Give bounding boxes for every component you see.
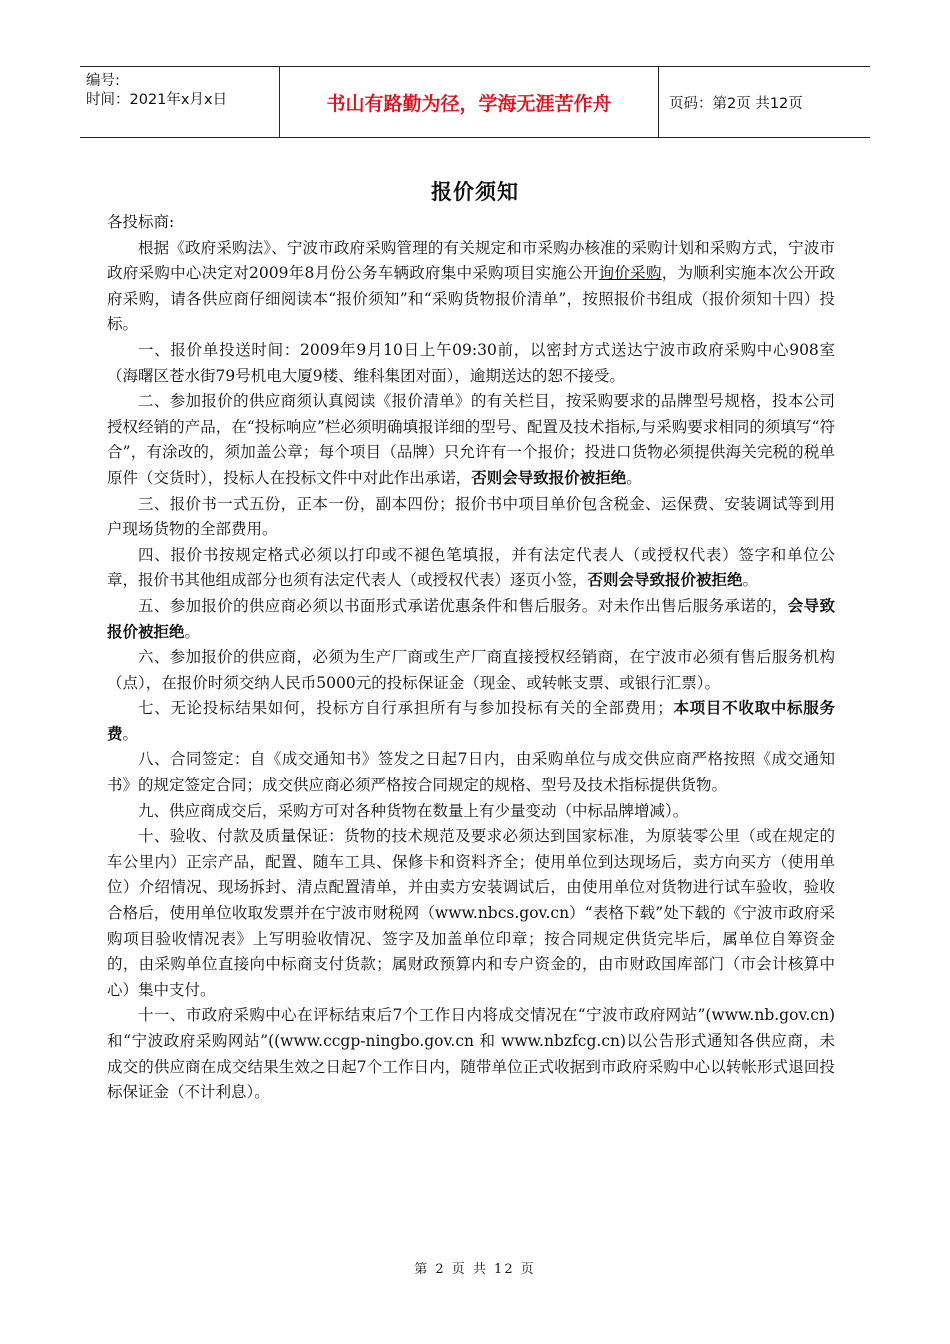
item-4 bbox=[107, 543, 835, 594]
intro-text: 根据《政府采购法》、宁波市政府采购管理的有关规定和市采购办核准的采购计划和采购方式，宁波市政府采购中心决定对2009年8月份公务车辆政府集中采购项目实施公开 bbox=[107, 238, 835, 283]
item-5-end: 。 bbox=[184, 622, 201, 641]
document-body bbox=[107, 210, 835, 1106]
header-table bbox=[80, 66, 870, 138]
time-label: 时间：2021年x月x日 bbox=[86, 92, 228, 108]
item-2 bbox=[107, 389, 835, 491]
item-2-bold: 否则会导致报价被拒绝 bbox=[471, 468, 627, 487]
intro-underlined-term: 询价采购 bbox=[598, 264, 662, 283]
item-7-text: 七、无论投标结果如何，投标方自行承担所有与参加投标有关的全部费用； bbox=[138, 699, 673, 718]
item-7-bold: 本项目不收取中标服务费 bbox=[107, 699, 835, 743]
header-page-label: 页码：第2页 共12页 bbox=[669, 95, 803, 112]
item-5-text: 五、参加报价的供应商必须以书面形式承诺优惠条件和售后服务。对未作出售后服务承诺的， bbox=[138, 596, 788, 615]
page-footer: 第 2 页 共 12 页 bbox=[414, 1262, 536, 1277]
salutation: 各投标商: bbox=[107, 213, 175, 231]
item-4-end: 。 bbox=[742, 571, 759, 590]
intro-paragraph bbox=[107, 236, 835, 338]
item-3: 三、报价书一式五份，正本一份，副本四份；报价书中项目单价包含税金、运保费、安装调试等到用户现场货物的全部费用。 bbox=[107, 494, 835, 539]
item-7 bbox=[107, 696, 835, 747]
item-9: 九、供应商成交后，采购方可对各种货物在数量上有少量变动（中标品牌增减）。 bbox=[138, 801, 689, 820]
item-5 bbox=[107, 594, 835, 645]
item-2-text: 二、参加报价的供应商须认真阅读《报价清单》的有关栏目，按采购要求的品牌型号规格，投本公司授权经销的产品，在“投标响应”栏必须明确填报详细的型号、配置及技术指标,与采购要求相同的须填写“符合”，有涂改的，须加盖公章；每个项目（品牌）只允许有一个报价；投进口货物必须提供海关完税的税单原件（交货时），投标人在投标文件中对此作出承诺， bbox=[107, 392, 835, 487]
item-1: 一、报价单投送时间：2009年9月10日上午09:30前，以密封方式送达宁波市政府采购中心908室（海曙区苍水街79号机电大厦9楼、维科集团对面），逾期送达的恕不接受。 bbox=[107, 340, 835, 385]
header-motto: 书山有路勤为径，学海无涯苦作舟 bbox=[280, 67, 659, 137]
header-meta-cell bbox=[80, 67, 280, 137]
item-4-bold: 否则会导致报价被拒绝 bbox=[587, 571, 743, 590]
item-5-bold: 会导致报价被拒绝 bbox=[107, 596, 835, 641]
item-10: 十、验收、付款及质量保证：货物的技术规范及要求必须达到国家标准，为原装零公里（或在规定的车公里内）正宗产品，配置、随车工具、保修卡和资料齐全；使用单位到达现场后，卖方向买方（使用单位）介绍情况、现场拆封、清点配置清单，并由卖方安装调试后，由使用单位对货物进行试车验收，验收合格后，使用单位收取发票并在宁波市财税网（www.nbcs.gov.cn）“表格下载”处下载的《宁波市政府采购项目验收情况表》上写明验收情况、签字及加盖单位印章；按合同规定供货完毕后，属单位自筹资金的，由采购单位直接向中标商支付货款；属财政预算内和专户资金的，由市财政国库部门（市会计核算中心）集中支付。 bbox=[107, 827, 835, 999]
item-11: 十一、市政府采购中心在评标结束后7个工作日内将成交情况在“宁波市政府网站”(www.nb.gov.cn)和“宁波政府采购网站”((www.ccgp-ningbo.gov.cn 和 www.nbzfcg.cn)以公告形式通知各供应商，未成交的供应商在成交结果生效之日起7个工作日内，随带单位正式收据到市政府采购中心以转帐形式退回投标保证金（不计利息）。 bbox=[107, 1006, 835, 1102]
intro-text-end: ，为顺利实施本次公开政府采购，请各供应商仔细阅读本“报价须知”和“采购货物报价清单”，按照报价书组成（报价须知十四）投标。 bbox=[107, 264, 835, 334]
item-6: 六、参加报价的供应商，必须为生产厂商或生产厂商直接授权经销商，在宁波市必须有售后服务机构（点），在报价时须交纳人民币5000元的投标保证金（现金、或转帐支票、或银行汇票）。 bbox=[107, 648, 835, 692]
item-7-end: 。 bbox=[122, 724, 139, 743]
document-title: 报价须知 bbox=[431, 180, 519, 204]
item-4-text: 四、报价书按规定格式必须以打印或不褪色笔填报，并有法定代表人（或授权代表）签字和单位公章，报价书其他组成部分也须有法定代表人（或授权代表）逐页小签， bbox=[107, 545, 835, 590]
item-8: 八、合同签定：自《成交通知书》签发之日起7日内，由采购单位与成交供应商严格按照《成交通知书》的规定签定合同；成交供应商必须严格按合同规定的规格、型号及技术指标提供货物。 bbox=[107, 750, 835, 795]
number-label: 编号: bbox=[86, 73, 120, 89]
item-2-end: 。 bbox=[626, 468, 642, 487]
